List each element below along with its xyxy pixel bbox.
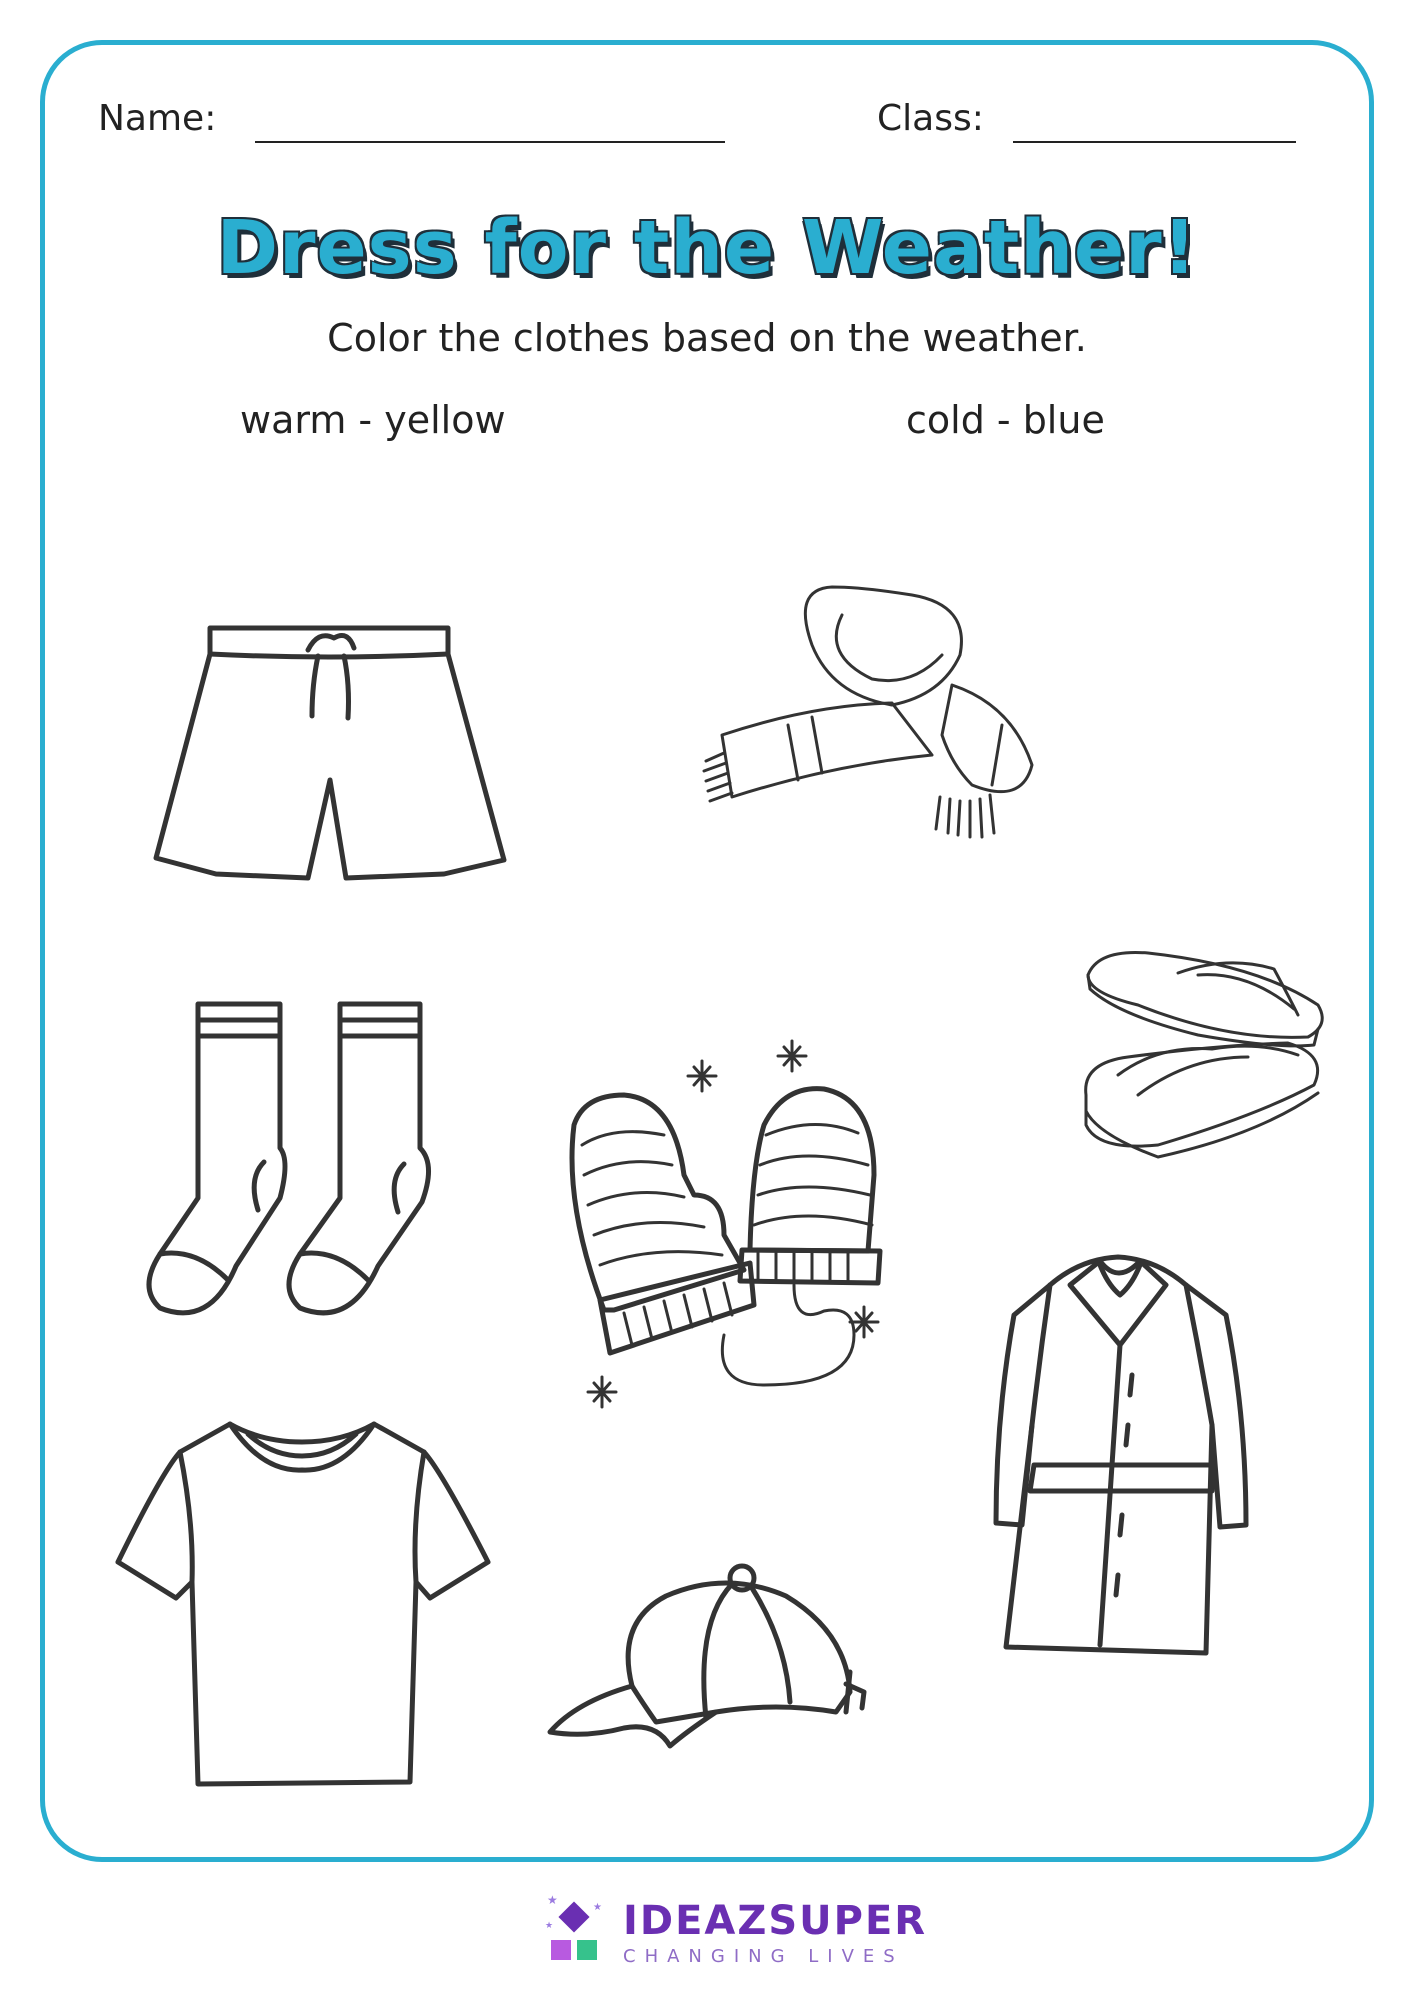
socks-icon[interactable] [140, 998, 460, 1328]
mittens-icon[interactable] [554, 1055, 914, 1405]
shorts-icon[interactable] [148, 620, 510, 882]
svg-text:★: ★ [545, 1921, 554, 1931]
cap-icon[interactable] [546, 1562, 866, 1758]
brand-name: IDEAZSUPER [623, 1898, 928, 1944]
svg-text:★: ★ [593, 1902, 602, 1913]
t-shirt-icon[interactable] [112, 1412, 492, 1792]
logo-mark-icon [545, 1892, 607, 1972]
name-label: Name: [98, 98, 217, 139]
worksheet-title: Dress for the Weather! [216, 205, 1198, 291]
coat-icon[interactable] [990, 1255, 1252, 1675]
class-field[interactable] [1013, 141, 1296, 143]
instructions: Color the clothes based on the weather. [327, 316, 1087, 360]
flip-flops-icon[interactable] [1078, 945, 1328, 1170]
scarf-icon[interactable] [692, 575, 1072, 855]
class-label: Class: [877, 98, 984, 139]
cold-key: cold - blue [906, 398, 1105, 442]
brand-logo [545, 1892, 928, 1972]
svg-text:★: ★ [547, 1893, 558, 1907]
name-field[interactable] [255, 141, 725, 143]
brand-tagline: CHANGING LIVES [623, 1946, 904, 1967]
warm-key: warm - yellow [240, 398, 506, 442]
